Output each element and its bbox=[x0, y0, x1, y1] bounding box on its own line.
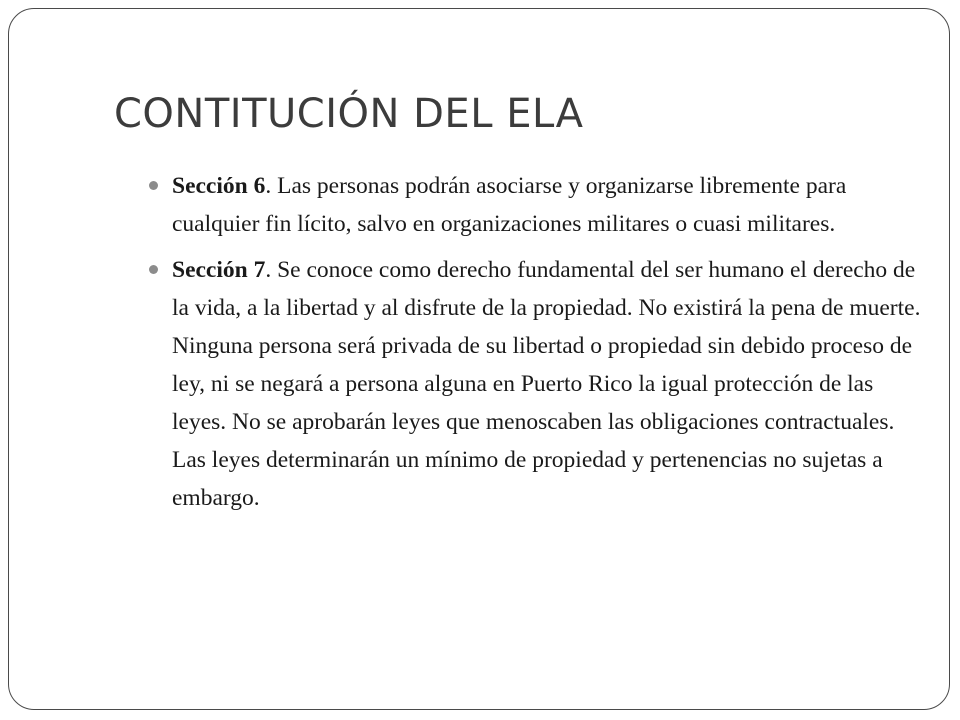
bullet-icon bbox=[149, 265, 158, 274]
bullet-icon bbox=[149, 181, 158, 190]
section-text: . Se conoce como derecho fundamental del ser humano el derecho de la vida, a la libertad y al disfrute de la propiedad. No existirá la pena de muerte. Ninguna persona será privada de su libertad o propiedad sin debido proceso de ley, ni se negará a persona alguna en Puerto Rico la igual protección de las leyes. No se aprobarán leyes que menoscaben las obligaciones contractuales. Las leyes determinarán un mínimo de propiedad y pertenencias no sujetas a embargo. bbox=[172, 257, 921, 511]
list-item-seccion-6 bbox=[149, 167, 929, 243]
section-heading: Sección 7 bbox=[172, 257, 266, 283]
slide-title: CONTITUCIÓN DEL ELA bbox=[114, 91, 584, 137]
section-text: . Las personas podrán asociarse y organizarse libremente para cualquier fin lícito, salvo en organizaciones militares o cuasi militares. bbox=[172, 173, 847, 237]
bullet-list bbox=[149, 167, 929, 525]
slide-frame bbox=[8, 8, 950, 710]
list-item-seccion-7 bbox=[149, 251, 929, 517]
section-heading: Sección 6 bbox=[172, 173, 266, 199]
